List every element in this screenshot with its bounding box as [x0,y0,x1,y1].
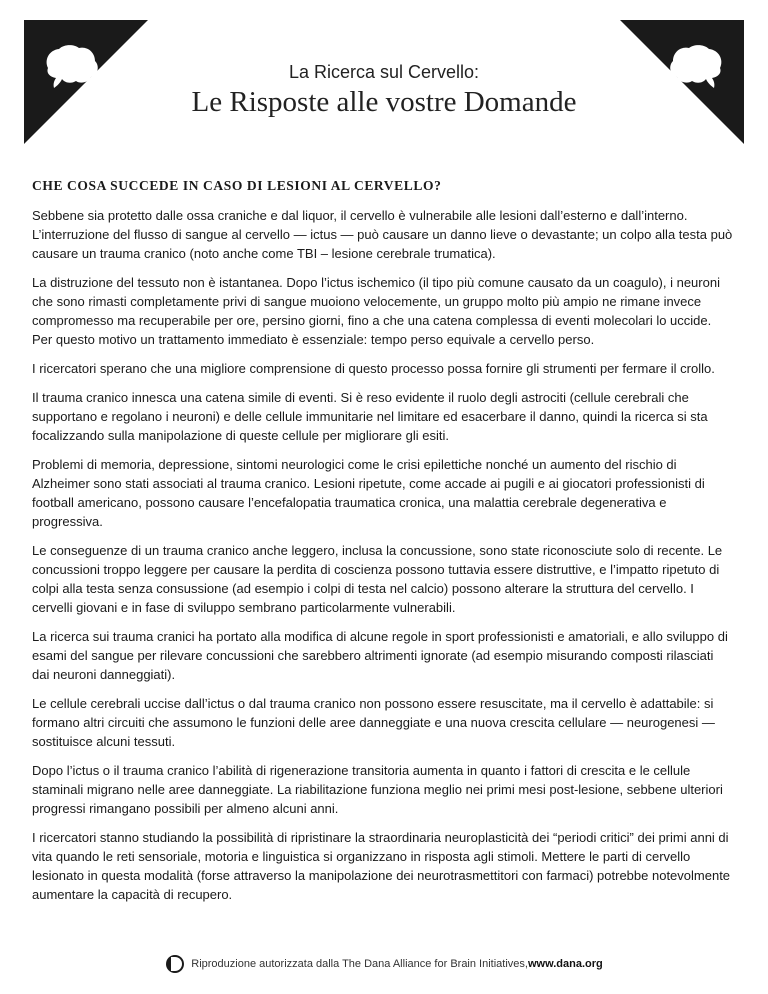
paragraph: La ricerca sui trauma cranici ha portato alla modifica di alcune regole in sport professionisti e amatoriali, e allo sviluppo di esami del sangue per rilevare concussioni che sarebbero altrimenti ignorate (ad esempio misurando composti rilasciati dai neuroni danneggiati). [32,629,728,682]
paragraph: Dopo l’ictus o il trauma cranico l’abilità di rigenerazione transitoria aumenta in quanto i fattori di crescita e le cellule staminali migrano nelle aree danneggiate. La riabilitazione funziona meglio nei primi mesi post-lesione, sebbene ulteriori progressi rimangano possibili per almeno alcuni anni. [32,763,723,816]
paragraph: Le conseguenze di un trauma cranico anche leggero, inclusa la concussione, sono state riconosciute solo di recente. Le concussioni troppo leggere per causare la perdita di coscienza possono tuttavia essere distruttive, e l’impatto ripetuto di colpi alla testa senza consussione (ad esempio i colpi di testa nel calcio) possono alterare la struttura del cervello. I cervelli giovani e in fase di sviluppo sembrano particolarmente vulnerabili. [32,543,723,615]
paragraph: La distruzione del tessuto non è istantanea. Dopo l’ictus ischemico (il tipo più comune causato da un coagulo), i neuroni che sono rimasti completamente privi di sangue muoiono velocemente, un gruppo molto più ampio ne rimane invece compromesso ma recuperabile per ore, persino giorni, fino a che una catena complessa di eventi molecolari lo uccide. Per questo motivo un trattamento immediato è essenziale: tempo perso equivale a cervello perso. [32,275,720,347]
footer [0,954,768,974]
section-heading: CHE COSA SUCCEDE IN CASO DI LESIONI AL CERVELLO? [32,178,442,193]
paragraph: I ricercatori sperano che una migliore comprensione di questo processo possa fornire gli strumenti per fermare il crollo. [32,361,715,376]
paragraph: Le cellule cerebrali uccise dall’ictus o dal trauma cranico non possono essere resuscitate, ma il cervello è adattabile: si formano altri circuiti che assumono le funzioni delle aree danneggiate e una nuova crescita cellulare — neurogenesi — sostituisce alcuni tessuti. [32,696,715,749]
page-title: Le Risposte alle vostre Domande [191,86,577,118]
footer-link[interactable]: www.dana.org [527,958,603,970]
paragraph: Sebbene sia protetto dalle ossa craniche e dal liquor, il cervello è vulnerabile alle lesioni dall’esterno e dall’interno. L’interruzione del flusso di sangue al cervello — ictus — può causare un danno lieve o devastante; un colpo alla testa può causare un trauma cranico (noto anche come TBI – lesione cerebrale trumatica). [32,208,733,261]
header-subtitle: La Ricerca sul Cervello: [288,62,480,82]
paragraph: Problemi di memoria, depressione, sintomi neurologici come le crisi epilettiche nonché un aumento del rischio di Alzheimer sono stati associati al trauma cranico. Lesioni ripetute, come accade ai pugili e ai giocatori professionisti di football americano, possono causare l’encefalopatia traumatica cronica, una malattia cerebrale degenerativa e progressiva. [32,457,705,529]
footer-credit-text: Riproduzione autorizzata dalla The Dana Alliance for Brain Initiatives, [191,958,528,970]
paragraph: Il trauma cranico innesca una catena simile di eventi. Si è reso evidente il ruolo degli astrociti (cellule cerebrali che supportano e regolano i neuroni) e delle cellule immunitarie nel limitare ed esacerbare il danno, quindi la ricerca si sta focalizzando sulla manipolazione di queste cellule per migliorare gli esiti. [32,390,708,443]
paragraph: I ricercatori stanno studiando la possibilità di ripristinare la straordinaria neuroplasticità dei “periodi critici” dei primi anni di vita quando le reti sensoriale, motoria e linguistica si organizzano in risposta agli stimoli. Mettere le parti di cervello lesionato in questa modalità (forse attraverso la manipolazione dei neurotrasmettitori con farmaci) potrebbe notevolmente aumentare la capacità di recupero. [32,830,731,902]
article-body [32,206,734,914]
dana-logo-icon [165,954,185,974]
